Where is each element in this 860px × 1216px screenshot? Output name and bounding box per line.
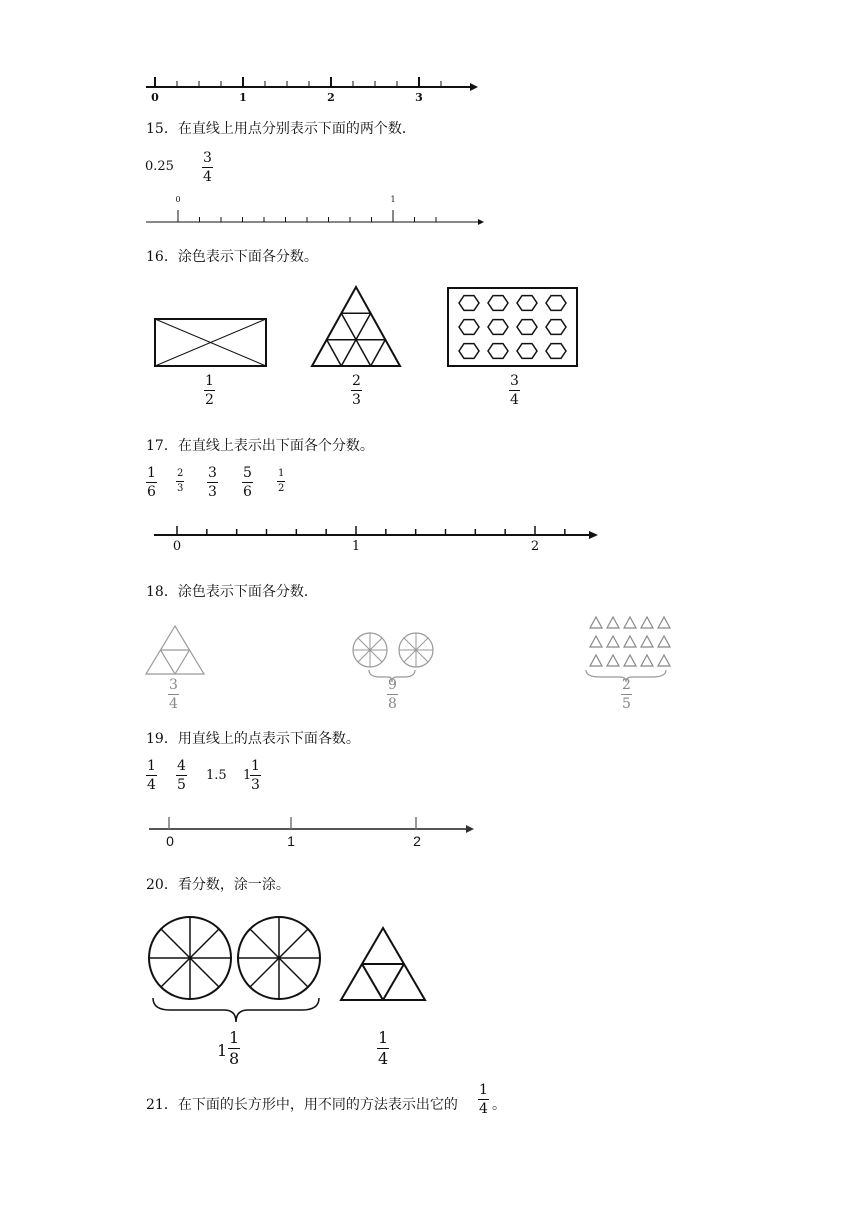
q16-frac3-num: 3 <box>510 373 519 389</box>
q19-mixed-den: 3 <box>251 777 260 793</box>
q16-title: 16．涂色表示下面各分数。 <box>146 249 318 265</box>
q20-brace <box>153 998 319 1022</box>
q18-frac3-den: 5 <box>622 696 631 712</box>
q20-mixed-num: 1 <box>229 1028 240 1047</box>
q20-fraction <box>377 1030 389 1067</box>
q21-title: 21．在下面的长方形中，用不同的方法表示出它的 <box>146 1097 458 1113</box>
q17-frac2-den: 3 <box>177 483 184 494</box>
top-line-label-2: 2 <box>327 91 335 104</box>
top-line-label-1: 1 <box>239 91 247 104</box>
q17-frac2-num: 2 <box>177 468 184 479</box>
q17-frac4-den: 6 <box>243 484 252 500</box>
q20-mixed-whole: 1 <box>217 1041 228 1060</box>
q18-frac3-num: 2 <box>622 677 631 693</box>
top-line-label-3: 3 <box>415 91 423 104</box>
q19-line-label-0: 0 <box>166 833 174 849</box>
q18-frac2-den: 8 <box>388 696 397 712</box>
q20-frac-den: 4 <box>378 1049 389 1068</box>
q19-line-label-2: 2 <box>413 833 421 849</box>
q21-title-end: 。 <box>492 1097 506 1113</box>
q20-triangle-shape <box>341 928 425 1000</box>
q18-frac2-num: 9 <box>388 677 397 693</box>
q17-frac1-num: 1 <box>147 465 156 481</box>
q19-mixed-whole: 1 <box>243 768 252 783</box>
q17-frac1-den: 6 <box>147 484 156 500</box>
q21-frac-num: 1 <box>479 1082 488 1098</box>
q18-frac1-num: 3 <box>169 677 178 693</box>
q15-frac-denominator: 4 <box>203 169 212 185</box>
q19-frac2-num: 4 <box>177 758 186 774</box>
q17-line-label-1: 1 <box>351 539 361 554</box>
q16-frac2-den: 3 <box>352 392 361 408</box>
q17-frac5-den: 2 <box>278 483 285 494</box>
q15-frac-numerator: 3 <box>203 150 212 166</box>
q16-frac2-num: 2 <box>352 373 361 389</box>
q18-title: 18．涂色表示下面各分数． <box>146 584 318 600</box>
q17-line-label-0: 0 <box>172 539 182 554</box>
q15-title: 15．在直线上用点分别表示下面的两个数． <box>146 121 416 137</box>
q19-frac1-den: 4 <box>147 777 156 793</box>
q20-mixed-den: 8 <box>229 1049 240 1068</box>
top-line-label-0: 0 <box>151 91 159 104</box>
q17-frac5-num: 1 <box>278 468 285 479</box>
q20-frac-num: 1 <box>378 1028 389 1047</box>
q17-frac3-den: 3 <box>208 484 217 500</box>
q19-mixed-num: 1 <box>251 758 260 774</box>
q16-frac1-num: 1 <box>205 373 214 389</box>
q15-line-label-1: 1 <box>390 195 396 204</box>
q21-frac-den: 4 <box>479 1101 488 1117</box>
q19-decimal: 1.5 <box>206 768 227 783</box>
q17-frac4-num: 5 <box>243 465 252 481</box>
q20-circle-pair <box>149 917 320 999</box>
q16-frac3-den: 4 <box>510 392 519 408</box>
q19-title: 19．用直线上的点表示下面各数。 <box>146 731 360 747</box>
q21-fraction <box>478 1083 489 1116</box>
q17-line-label-2: 2 <box>530 539 540 554</box>
q15-decimal: 0.25 <box>145 159 174 174</box>
q19-frac1-num: 1 <box>147 758 156 774</box>
q17-title: 17．在直线上表示出下面各个分数。 <box>146 438 374 454</box>
q16-frac1-den: 2 <box>205 392 214 408</box>
q20-title: 20．看分数，涂一涂。 <box>146 877 290 893</box>
q19-line-label-1: 1 <box>287 833 295 849</box>
q20-mixed-fraction <box>228 1030 240 1067</box>
q18-frac1-den: 4 <box>169 696 178 712</box>
q19-frac2-den: 5 <box>177 777 186 793</box>
q15-line-label-0: 0 <box>175 195 181 204</box>
q17-frac3-num: 3 <box>208 465 217 481</box>
